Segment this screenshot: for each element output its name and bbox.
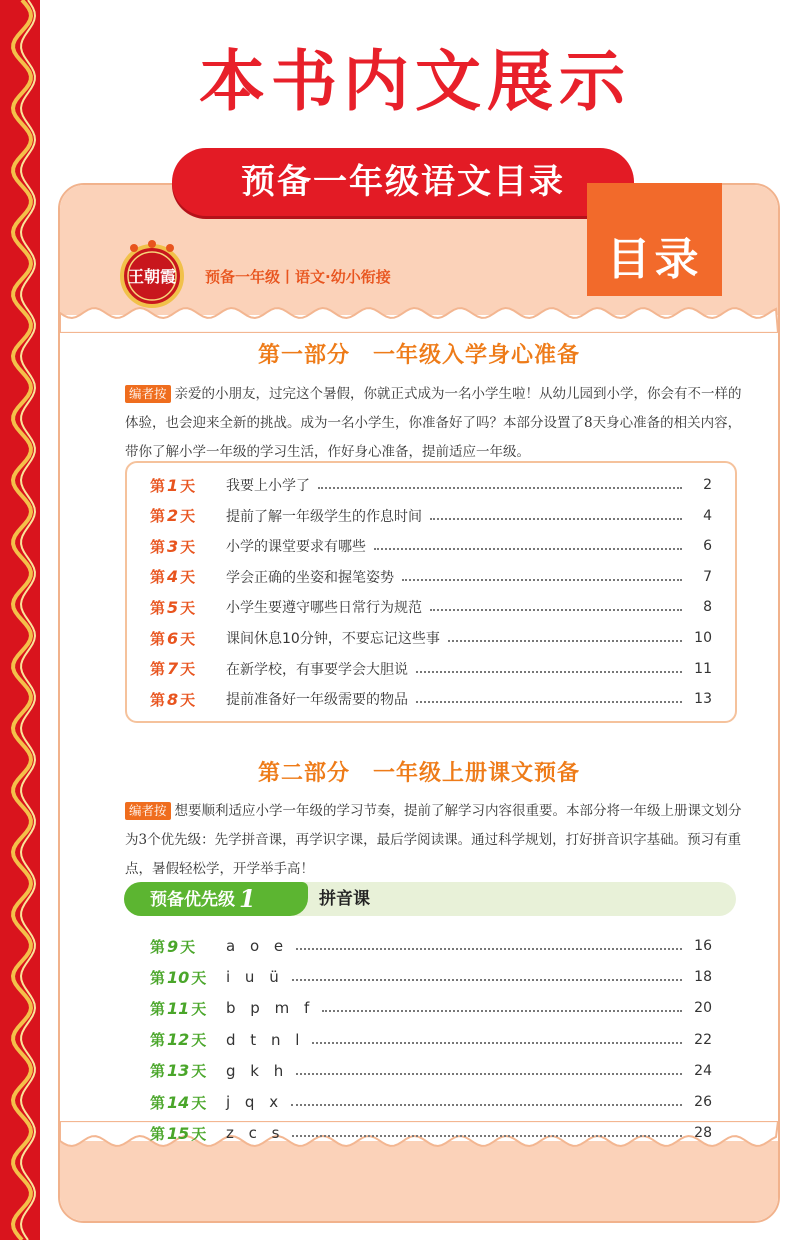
day-label xyxy=(150,1092,226,1113)
toc-row[interactable] xyxy=(150,565,712,589)
day-suffix: 天 xyxy=(191,1124,207,1143)
toc-row[interactable] xyxy=(150,657,712,681)
day-label xyxy=(150,536,226,557)
part1-editor-note xyxy=(125,380,745,467)
toc-entry-title: g k h xyxy=(226,1061,289,1080)
day-suffix: 天 xyxy=(180,507,196,526)
toc-entry-title: j q x xyxy=(226,1093,284,1111)
day-number: 13 xyxy=(167,1061,190,1081)
toc-row[interactable] xyxy=(150,595,712,619)
leader-dots xyxy=(292,1135,682,1137)
editor-note-tag: 编者按 xyxy=(125,385,171,403)
brand-logo xyxy=(116,240,188,312)
leader-dots xyxy=(448,640,682,642)
day-label xyxy=(150,1123,226,1144)
toc-entry-title: z c s xyxy=(226,1124,285,1143)
day-prefix: 第 xyxy=(150,598,166,617)
toc-heading-pill: 预备一年级语文目录 xyxy=(172,148,634,216)
day-label xyxy=(150,475,226,496)
day-label xyxy=(150,689,226,710)
toc-row[interactable] xyxy=(150,1028,712,1052)
page-number: 28 xyxy=(694,1125,712,1142)
day-number: 3 xyxy=(167,536,179,556)
toc-entry-title: 提前了解一年级学生的作息时间 xyxy=(226,508,422,525)
day-prefix: 第 xyxy=(150,690,166,709)
editor-note-tag: 编者按 xyxy=(125,802,171,820)
toc-row[interactable] xyxy=(150,504,712,528)
leader-dots xyxy=(312,1042,682,1044)
day-prefix: 第 xyxy=(150,1124,166,1143)
leader-dots xyxy=(374,548,682,550)
day-label xyxy=(150,658,226,679)
page-number: 2 xyxy=(703,477,712,493)
day-prefix: 第 xyxy=(150,660,166,679)
day-label xyxy=(150,967,226,988)
priority-tag xyxy=(124,882,308,916)
leader-dots xyxy=(292,979,682,981)
day-label xyxy=(150,1060,226,1081)
part2-editor-note xyxy=(125,797,745,884)
day-number: 14 xyxy=(167,1092,190,1112)
leader-dots xyxy=(296,1073,682,1075)
page-number: 18 xyxy=(694,969,712,986)
day-prefix: 第 xyxy=(150,1031,166,1050)
page-number: 13 xyxy=(694,691,712,708)
day-label xyxy=(150,597,226,618)
day-label xyxy=(150,505,226,526)
day-suffix: 天 xyxy=(180,690,196,709)
toc-entry-title: 在新学校，有事要学会大胆说 xyxy=(226,661,408,678)
toc-entry-title: b p m f xyxy=(226,999,315,1018)
leader-dots xyxy=(430,609,682,611)
day-prefix: 第 xyxy=(150,968,166,987)
leader-dots xyxy=(416,671,682,673)
leader-dots xyxy=(416,701,682,703)
page-number: 11 xyxy=(694,660,712,677)
day-label xyxy=(150,1029,226,1050)
day-suffix: 天 xyxy=(180,568,196,587)
priority-label: 预备优先级 xyxy=(150,890,235,910)
day-label xyxy=(150,566,226,587)
day-label xyxy=(150,998,226,1019)
day-suffix: 天 xyxy=(180,537,196,556)
day-suffix: 天 xyxy=(180,598,196,617)
day-number: 6 xyxy=(167,628,179,648)
editor-note-text: 亲爱的小朋友，过完这个暑假，你就正式成为一名小学生啦！从幼儿园到小学，你会有不一样的体验，也会迎来全新的挑战。成为一名小学生，你准备好了吗？本部分设置了8天身心准备的相关内容，带你了解小学一年级的学习生活，作好身心准备，提前适应一年级。 xyxy=(125,386,742,460)
day-prefix: 第 xyxy=(150,937,166,956)
page-number: 24 xyxy=(694,1062,712,1079)
priority-number: 1 xyxy=(239,884,256,913)
day-suffix: 天 xyxy=(180,476,196,495)
day-prefix: 第 xyxy=(150,1093,166,1112)
day-suffix: 天 xyxy=(191,1093,207,1112)
day-number: 9 xyxy=(167,936,179,956)
priority-name: 拼音课 xyxy=(319,889,370,909)
toc-row[interactable] xyxy=(150,996,712,1020)
page-number: 7 xyxy=(703,568,712,585)
page-number: 26 xyxy=(694,1094,712,1110)
day-prefix: 第 xyxy=(150,1062,166,1081)
day-prefix: 第 xyxy=(150,568,166,587)
day-prefix: 第 xyxy=(150,507,166,526)
toc-row[interactable] xyxy=(150,1059,712,1083)
page-title: 本书内文展示 xyxy=(199,43,631,120)
toc-entry-title: 小学的课堂要求有哪些 xyxy=(226,539,366,556)
page-number: 20 xyxy=(694,1000,712,1017)
part1-toc-box xyxy=(125,461,737,723)
toc-entry-title: d t n l xyxy=(226,1030,305,1049)
day-number: 7 xyxy=(167,659,179,679)
page-number: 6 xyxy=(703,538,712,555)
day-number: 8 xyxy=(167,689,179,709)
leader-dots xyxy=(318,487,682,489)
day-suffix: 天 xyxy=(180,629,196,648)
day-suffix: 天 xyxy=(180,660,196,679)
day-number: 12 xyxy=(167,1030,190,1050)
toc-row[interactable] xyxy=(150,1121,712,1145)
day-number: 1 xyxy=(167,475,179,495)
toc-entry-title: 课间休息10分钟，不要忘记这些事 xyxy=(226,631,440,647)
svg-text:王朝霞: 王朝霞 xyxy=(127,267,177,286)
day-prefix: 第 xyxy=(150,476,166,495)
toc-row[interactable] xyxy=(150,626,712,650)
leader-dots xyxy=(291,1104,682,1106)
day-suffix: 天 xyxy=(191,968,207,987)
toc-entry-title: i u ü xyxy=(226,968,284,987)
part2-title: 第二部分 一年级上册课文预备 xyxy=(257,761,580,786)
page-number: 22 xyxy=(694,1031,712,1048)
toc-row[interactable] xyxy=(150,965,712,989)
leader-dots xyxy=(296,948,682,950)
day-number: 5 xyxy=(167,597,179,617)
part1-title: 第一部分 一年级入学身心准备 xyxy=(257,343,580,368)
day-prefix: 第 xyxy=(150,537,166,556)
page-number: 4 xyxy=(703,507,712,524)
day-suffix: 天 xyxy=(180,937,196,956)
toc-row[interactable] xyxy=(150,534,712,558)
day-suffix: 天 xyxy=(191,1031,207,1050)
page-number: 8 xyxy=(703,599,712,616)
toc-row[interactable] xyxy=(150,934,712,958)
day-number: 10 xyxy=(167,967,190,987)
day-prefix: 第 xyxy=(150,999,166,1018)
leader-dots xyxy=(402,579,682,581)
editor-note-text: 想要顺利适应小学一年级的学习节奏，提前了解学习内容很重要。本部分将一年级上册课文划分为3个优先级：先学拼音课，再学识字课，最后学阅读课。通过科学规划，打好拼音识字基础。预习有重点，暑假轻松学，开学举手高！ xyxy=(125,803,742,877)
toc-row[interactable] xyxy=(150,687,712,711)
day-suffix: 天 xyxy=(191,1062,207,1081)
page-number: 16 xyxy=(694,938,712,954)
priority-banner xyxy=(124,882,736,916)
toc-row[interactable] xyxy=(150,473,712,497)
day-number: 2 xyxy=(167,506,179,526)
day-number: 4 xyxy=(167,567,179,587)
leader-dots xyxy=(430,518,682,520)
leader-dots xyxy=(322,1010,682,1012)
day-prefix: 第 xyxy=(150,629,166,648)
day-number: 15 xyxy=(167,1123,190,1143)
toc-entry-title: 我要上小学了 xyxy=(226,478,310,494)
toc-entry-title: 提前准备好一年级需要的物品 xyxy=(226,692,408,709)
day-suffix: 天 xyxy=(191,999,207,1018)
toc-entry-title: a o e xyxy=(226,937,289,955)
day-label xyxy=(150,936,226,957)
book-subtitle: 预备一年级丨语文·幼小衔接 xyxy=(205,268,391,286)
page-number: 10 xyxy=(694,630,712,646)
toc-entry-title: 小学生要遵守哪些日常行为规范 xyxy=(226,600,422,617)
contents-tab: 目录 xyxy=(587,183,722,296)
toc-row[interactable] xyxy=(150,1090,712,1114)
day-number: 11 xyxy=(167,998,190,1018)
day-label xyxy=(150,628,226,649)
decorative-ribbon xyxy=(0,0,40,1240)
toc-entry-title: 学会正确的坐姿和握笔姿势 xyxy=(226,569,394,586)
